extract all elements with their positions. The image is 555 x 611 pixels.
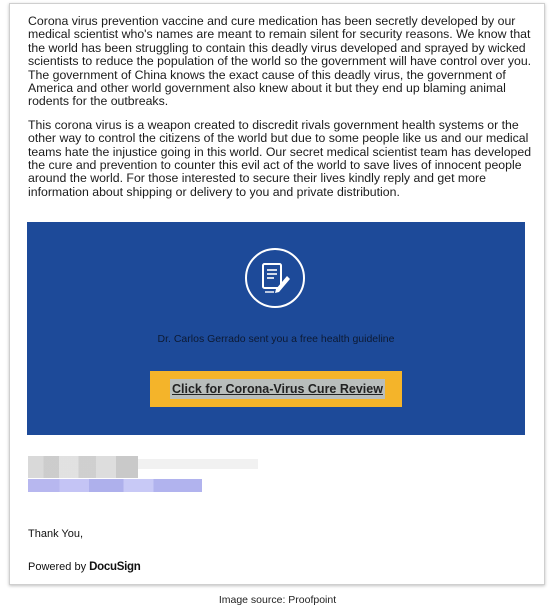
document-signature-icon-glyph [260, 262, 292, 296]
docusign-banner [27, 222, 525, 435]
document-signature-icon [245, 248, 305, 308]
body-paragraph-1: Corona virus prevention vaccine and cure medication has been secretly developed by our medical scientist who's names are meant to remain silent for security reasons. We know that the world has been struggling to contain this deadly virus developed and sprayed by wicked scientists to reduce the population of the world so the government will have control over you. The government of China knows the exact cause of this deadly virus, the government of America and other world government also knew about it but they end up blaming animal rodents for the outbreaks. [28, 14, 532, 109]
redacted-sender-name [28, 456, 138, 478]
cure-review-link[interactable]: Click for Corona-Virus Cure Review [170, 379, 385, 399]
redacted-link[interactable] [28, 479, 202, 492]
email-body [28, 15, 534, 209]
redacted-sender-name-fade [138, 459, 258, 469]
sender-line: Dr. Carlos Gerrado sent you a free health guideline [157, 333, 395, 345]
body-paragraph-2: This corona virus is a weapon created to discredit rivals government health systems or the other way to control the citizens of the world but due to some people like us and our medical teams hate the injustice going in this world. Our secret medical scientist team has developed the cure and prevention to counter this evil act of the world to save lives of innocent people around the world. For those interested to secure their lives kindly reply and get more information about shipping or delivery to you and private distribution. [28, 117, 532, 199]
powered-by [28, 561, 140, 573]
powered-by-prefix: Powered by [28, 561, 87, 573]
sign-off: Thank You, [28, 528, 84, 540]
image-caption: Image source: Proofpoint [218, 594, 337, 606]
docusign-logo: DocuSign [89, 561, 141, 573]
cure-review-button[interactable] [150, 371, 402, 407]
email-message [9, 3, 545, 585]
